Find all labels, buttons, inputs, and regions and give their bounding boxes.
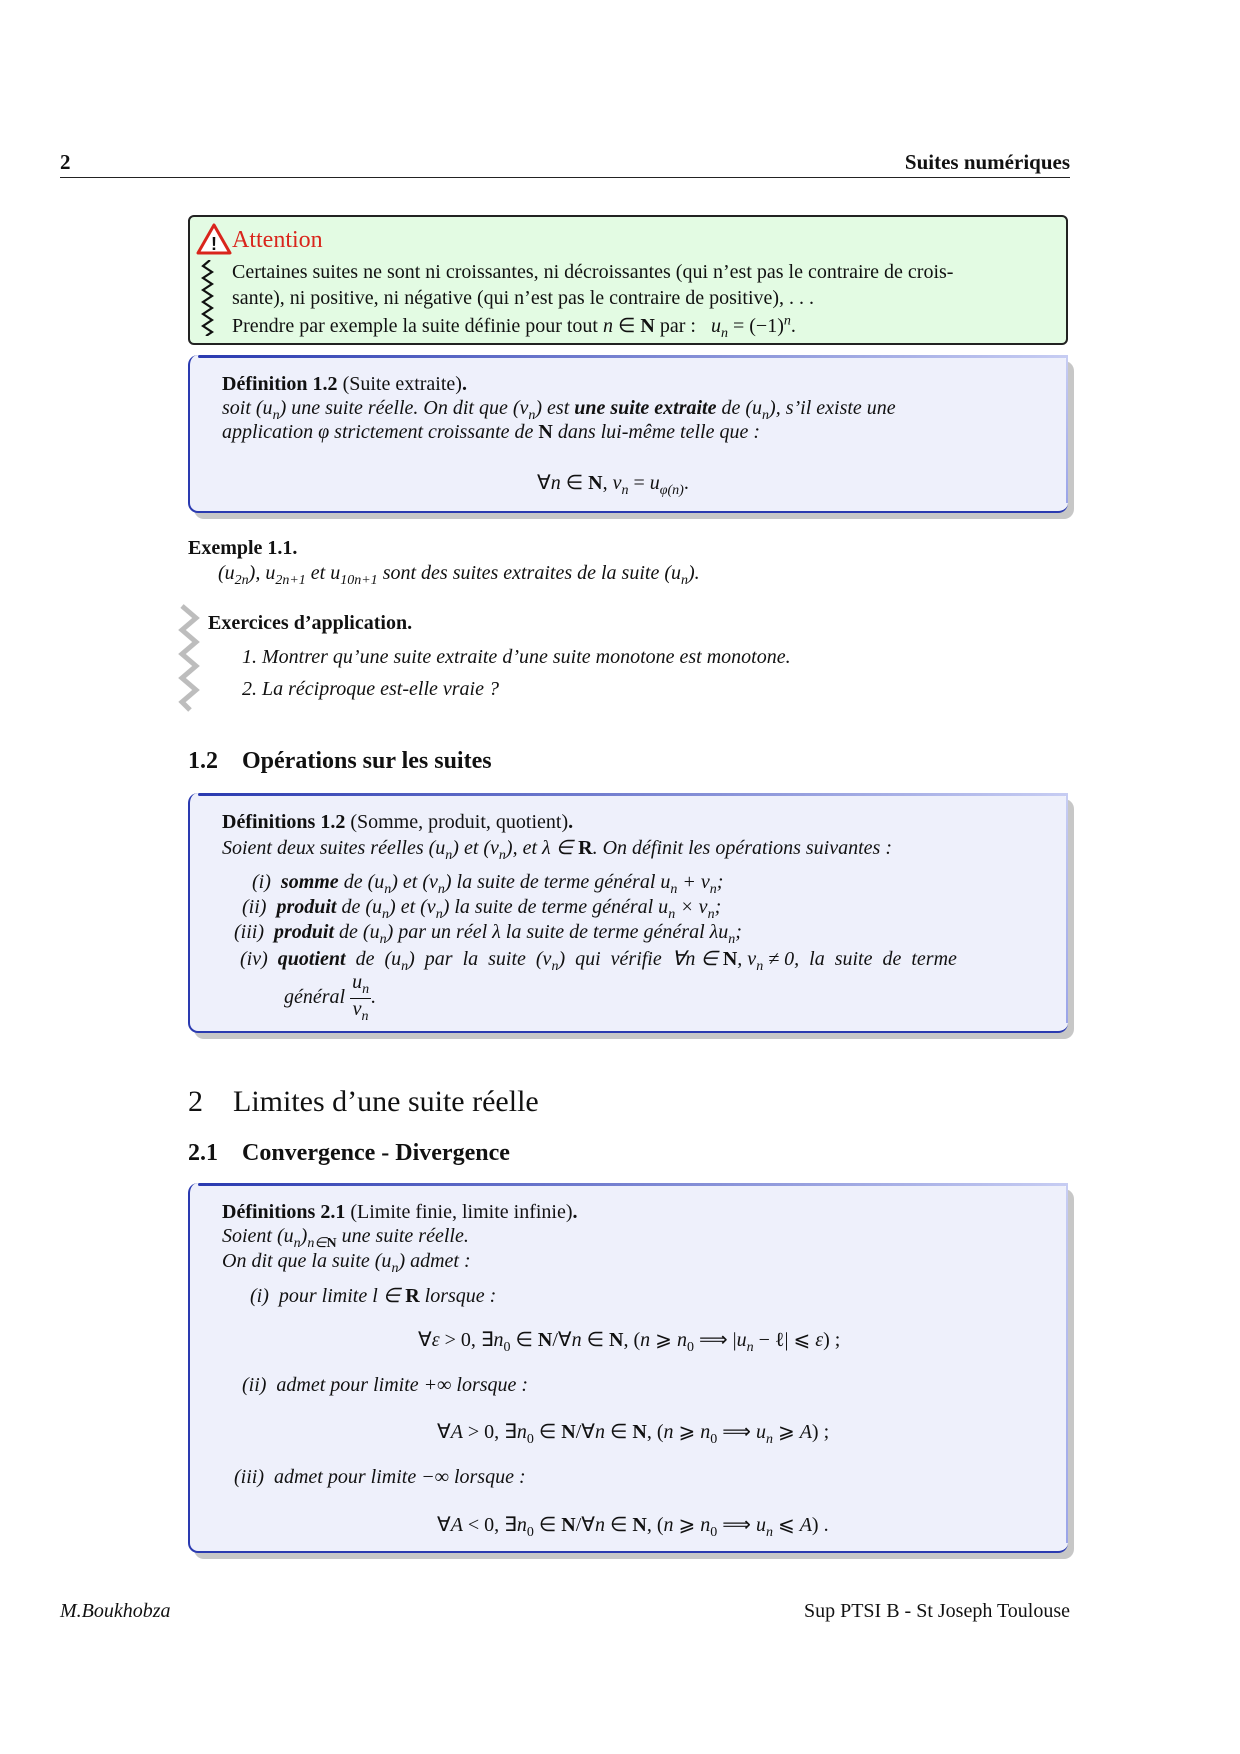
operation-item-iii: (iii) produit de $(u_n)$ par un réel λ la suite de terme général $\lambda u_n$; xyxy=(234,921,742,947)
attention-title: Attention xyxy=(232,227,323,253)
definition-1-2-line-2: application φ strictement croissante de N dans lui-même telle que : xyxy=(222,421,761,443)
attention-line-3-text: Prendre par exemple la suite définie pour tout xyxy=(232,315,603,337)
running-title: Suites numériques xyxy=(904,150,1070,174)
definition-1-2-formula: ∀n ∈ N, $v_n = u_{\varphi(n)}$. xyxy=(537,472,689,498)
definitions-1-2-heading xyxy=(222,811,573,834)
exercise-item-2: 2. La réciproque est-elle vraie ? xyxy=(242,678,499,700)
page-number: 2 xyxy=(60,150,71,174)
limit-formula-iii: ∀A < 0, $\exists n_0$ ∈ N/∀n ∈ N, (n ⩾ $n_0$ ⟹ $u_n$ ⩽ A) . xyxy=(437,1514,829,1540)
limit-item-i: (i) pour limite l ∈ R lorsque : xyxy=(250,1285,497,1307)
attention-line-2: sante), ni positive, ni négative (qui n’est pas le contraire de positive), . . . xyxy=(232,287,815,309)
attention-line-3-par: par : xyxy=(654,315,696,337)
definition-label: Définition 1.2 xyxy=(222,373,338,395)
limit-item-ii: (ii) admet pour limite +∞ lorsque : xyxy=(242,1374,529,1396)
footer-school: Sup PTSI B - St Joseph Toulouse xyxy=(803,1600,1070,1622)
footer-author: M.Boukhobza xyxy=(60,1600,171,1622)
zigzag-icon xyxy=(200,260,220,336)
definitions-2-1-line-1: Soient $(u_n)_{n\in N}$ une suite réelle. xyxy=(222,1225,469,1251)
section-title: Convergence - Divergence xyxy=(242,1140,510,1166)
exercise-item-1: 1. Montrer qu’une suite extraite d’une suite monotone est monotone. xyxy=(242,646,791,668)
quotient-fraction: $\frac{u_n}{v_n}$ xyxy=(352,971,370,1024)
attention-line-3-math: n xyxy=(603,315,613,337)
exercise-chevrons-icon xyxy=(178,604,202,712)
definitions-label: Définitions 1.2 xyxy=(222,811,346,833)
svg-text:!: ! xyxy=(211,234,217,254)
limit-item-iii: (iii) admet pour limite −∞ lorsque : xyxy=(234,1466,526,1488)
attention-line-3: Prendre par exemple la suite définie pour tout n ∈ N par : $u_n = (-1)^n$. xyxy=(232,313,796,341)
limit-formula-ii: ∀A > 0, $\exists n_0$ ∈ N/∀n ∈ N, (n ⩾ $n_0$ ⟹ $u_n$ ⩾ A) ; xyxy=(437,1421,830,1447)
section-number: 2.1 xyxy=(188,1140,218,1166)
section-2-1-heading xyxy=(188,1140,510,1167)
definitions-label: Définitions 2.1 xyxy=(222,1201,346,1223)
limit-formula-i: ∀ε > 0, $\exists n_0$ ∈ N/∀n ∈ N, (n ⩾ $n_0$ ⟹ $|u_n$ − ℓ| ⩽ ε) ; xyxy=(418,1329,841,1355)
example-text: $(u_{2n})$, $u_{2n+1}$ et $u_{10n+1}$ sont des suites extraites de la suite $(u_n)$. xyxy=(218,562,700,588)
operation-item-iv: (iv) quotient de $(u_n)$ par la suite $(v_n)$ qui vérifie ∀n ∈ N, $v_n \ne 0$, la suite de terme xyxy=(240,948,957,974)
section-2-heading xyxy=(188,1085,539,1119)
definitions-paren: (Limite finie, limite infinie). xyxy=(350,1201,578,1223)
section-1-2-heading xyxy=(188,748,492,775)
exercises-label: Exercices d’application. xyxy=(208,612,413,634)
section-number: 2 xyxy=(188,1085,203,1118)
definitions-2-1-line-2: On dit que la suite $(u_n)$ admet : xyxy=(222,1250,471,1276)
operation-item-i: (i) somme de $(u_n)$ et $(v_n)$ la suite de terme général $u_n + v_n$; xyxy=(252,871,724,897)
operation-item-ii: (ii) produit de $(u_n)$ et $(v_n)$ la suite de terme général $u_n \times v_n$; xyxy=(242,896,722,922)
operation-item-iv-cont: général $\frac{u_n}{v_n}$ . xyxy=(284,971,377,1024)
general-word: général xyxy=(284,985,346,1008)
section-number: 1.2 xyxy=(188,748,218,774)
definition-1-2-heading xyxy=(222,373,467,396)
warning-icon xyxy=(196,222,232,256)
attention-line-1: Certaines suites ne sont ni croissantes, ni décroissantes (qui n’est pas le contraire de crois- xyxy=(232,261,954,283)
definitions-paren: (Somme, produit, quotient). xyxy=(350,811,574,833)
definitions-2-1-heading xyxy=(222,1201,578,1224)
definition-paren: (Suite extraite). xyxy=(342,373,467,395)
header-rule xyxy=(60,177,1070,178)
example-label: Exemple 1.1. xyxy=(188,537,298,559)
section-title: Limites d’une suite réelle xyxy=(233,1085,539,1118)
definitions-1-2-intro: Soient deux suites réelles $(u_n)$ et $(v_n)$, et λ ∈ R. On définit les opérations suivantes : xyxy=(222,837,892,863)
definition-1-2-line-1: soit $(u_n)$ une suite réelle. On dit que $(v_n)$ est une suite extraite de $(u_n)$, s’il existe une xyxy=(222,397,896,423)
section-title: Opérations sur les suites xyxy=(242,748,492,774)
